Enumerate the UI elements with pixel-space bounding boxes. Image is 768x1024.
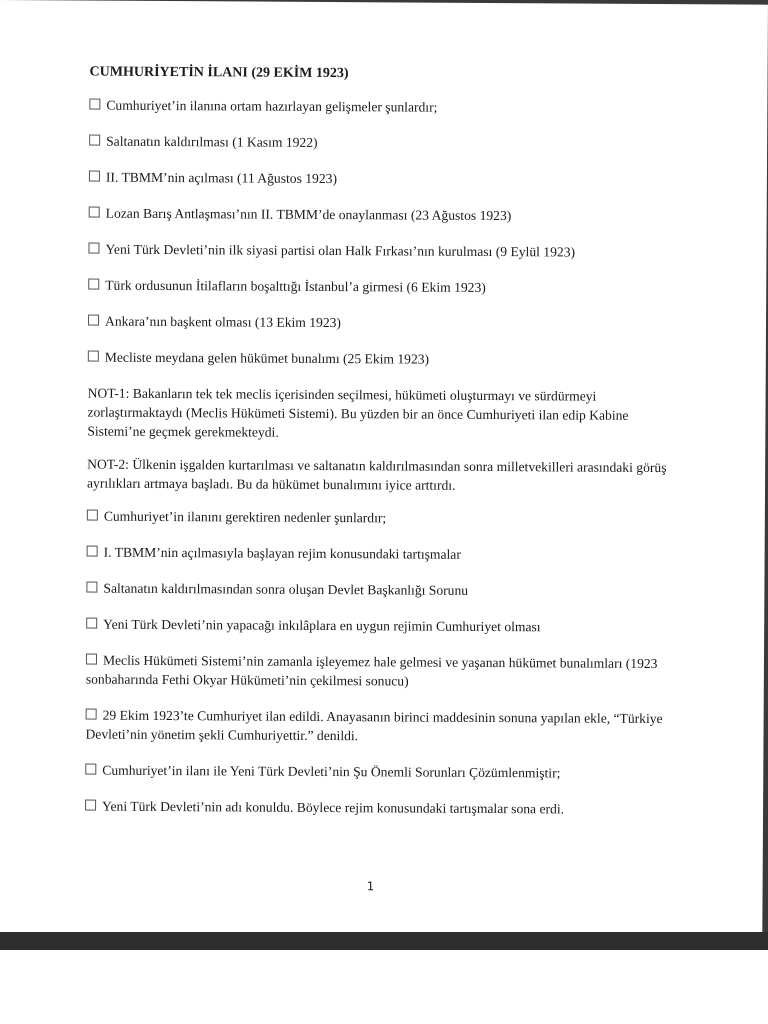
note-paragraph: NOT-1: Bakanların tek tek meclis içerisinden seçilmesi, hükümeti oluşturmayı ve sürdürmeyi zorlaştırmaktaydı (Meclis Hükümeti Sistemi). Bu yüzden bir an önce Cumhuriyeti ilan edip Kabine Sistemi’ne geçmek gerekmekteydi. — [87, 385, 629, 440]
checkbox-bullet-icon — [86, 654, 97, 665]
list-item — [89, 204, 679, 227]
checkbox-bullet-icon — [89, 207, 100, 218]
checkbox-bullet-icon — [88, 243, 99, 254]
next-page-margin — [0, 950, 768, 1024]
checkbox-bullet-icon — [86, 618, 97, 629]
checkbox-bullet-icon — [88, 315, 99, 326]
list-item — [89, 168, 679, 191]
list-item-text: Yeni Türk Devleti’nin yapacağı inkılâplara en uygun rejimin Cumhuriyet olması — [103, 616, 541, 635]
list-item — [88, 240, 678, 263]
page-number: 1 — [366, 879, 374, 894]
list-item — [85, 706, 675, 748]
list-item-text: Meclis Hükümeti Sistemi’nin zamanla işleyemez hale gelmesi ve yaşanan hükümet bunalımları (1923 sonbaharında Fethi Okyar Hükümeti’nin çekilmesi sonucu) — [85, 652, 658, 689]
list-item-text: Lozan Barış Antlaşması’nın II. TBMM’de onaylanması (23 Ağustos 1923) — [105, 205, 512, 224]
note-paragraph: NOT-2: Ülkenin işgalden kurtarılması ve saltanatın kaldırılmasından sonra milletvekilleri arasındaki görüş ayrılıkları artmaya başladı. Bu da hükümet bunalımını iyice arttırdı. — [87, 456, 667, 493]
list-item-text: Mecliste meydana gelen hükümet bunalımı (25 Ekim 1923) — [104, 349, 430, 367]
checkbox-bullet-icon — [89, 99, 100, 110]
section2-intro: Cumhuriyet’in ilanını gerektiren nedenler şunlardır; — [103, 508, 387, 526]
checkbox-bullet-icon — [85, 800, 96, 811]
section3-intro: Cumhuriyet’in ilanı ile Yeni Türk Devleti’nin Şu Önemli Sorunları Çözümlenmiştir; — [102, 762, 561, 781]
list-item — [85, 797, 675, 820]
section1-intro: Cumhuriyet’in ilanına ortam hazırlayan gelişmeler şunlardır; — [106, 97, 438, 115]
list-item — [89, 132, 679, 155]
checkbox-bullet-icon — [89, 135, 100, 146]
checkbox-bullet-icon — [89, 171, 100, 182]
list-item — [86, 579, 676, 602]
list-item-text: Saltanatın kaldırılmasından sonra oluşan Devlet Başkanlığı Sorunu — [103, 580, 469, 598]
list-item — [85, 761, 675, 784]
list-item — [86, 651, 676, 693]
checkbox-bullet-icon — [86, 582, 97, 593]
list-item — [86, 615, 676, 638]
page-title: CUMHURİYETİN İLANI (29 EKİM 1923) — [89, 64, 349, 82]
declaration-text: 29 Ekim 1923’te Cumhuriyet ilan edildi. Anayasanın birinci maddesinin sonuna yapılan ekle, “Türkiye Devleti’nin yönetim şekli Cumhuriyettir.” denildi. — [85, 707, 663, 744]
checkbox-bullet-icon — [87, 510, 98, 521]
list-item — [87, 507, 677, 530]
list-item-text: II. TBMM’nin açılması (11 Ağustos 1923) — [105, 169, 338, 187]
list-item-text: Türk ordusunun İtilafların boşalttığı İstanbul’a girmesi (6 Ekim 1923) — [105, 277, 486, 295]
page-bottom-edge — [0, 932, 768, 1024]
list-item-text: Saltanatın kaldırılması (1 Kasım 1922) — [106, 133, 318, 150]
checkbox-bullet-icon — [88, 351, 99, 362]
page-edge-shadow — [0, 932, 768, 950]
list-item-text: Yeni Türk Devleti’nin ilk siyasi partisi olan Halk Fırkası’nın kurulması (9 Eylül 1923) — [105, 241, 576, 260]
checkbox-bullet-icon — [87, 546, 98, 557]
checkbox-bullet-icon — [86, 709, 97, 720]
checkbox-bullet-icon — [88, 279, 99, 290]
checkbox-bullet-icon — [85, 764, 96, 775]
list-item — [88, 348, 678, 371]
list-item — [88, 276, 678, 299]
list-item-text: I. TBMM’nin açılmasıyla başlayan rejim konusundaki tartışmalar — [103, 544, 461, 562]
list-item — [88, 312, 678, 335]
list-item-text: Yeni Türk Devleti’nin adı konuldu. Böylece rejim konusundaki tartışmalar sona erdi. — [102, 798, 565, 817]
list-item — [87, 543, 677, 566]
document-body — [85, 63, 680, 837]
list-item — [89, 96, 679, 119]
list-item-text: Ankara’nın başkent olması (13 Ekim 1923) — [104, 313, 342, 331]
